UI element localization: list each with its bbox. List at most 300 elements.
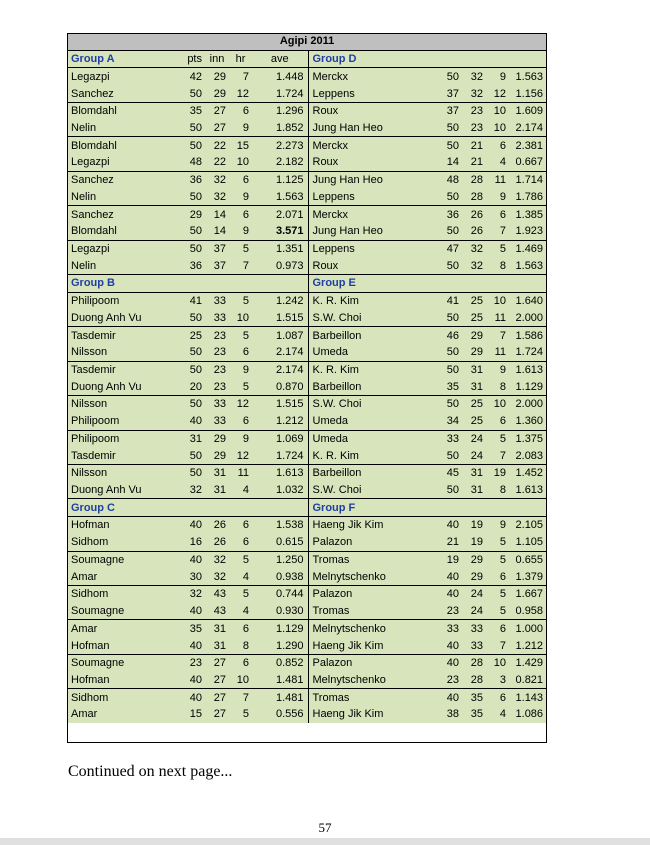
- pts-cell: 40: [434, 517, 462, 534]
- player-name: Hofman: [67, 517, 177, 534]
- pts-cell: 50: [434, 447, 462, 464]
- table-row: [67, 447, 547, 464]
- inn-cell: 33: [205, 413, 229, 430]
- pts-cell: 50: [177, 310, 205, 327]
- empty-cell: [486, 275, 509, 293]
- pts-cell: 50: [177, 344, 205, 361]
- pts-cell: 40: [177, 603, 205, 620]
- player-name: Barbeillon: [308, 464, 434, 481]
- hr-cell: 5: [229, 706, 252, 723]
- table-row: [67, 171, 547, 188]
- hr-cell: 11: [486, 344, 509, 361]
- ave-cell: 2.105: [509, 517, 547, 534]
- continued-note: Continued on next page...: [68, 763, 233, 780]
- ave-cell: 1.609: [509, 102, 547, 119]
- ave-cell: 1.563: [509, 68, 547, 85]
- hr-cell: 5: [229, 292, 252, 309]
- hr-cell: 6: [229, 344, 252, 361]
- inn-cell: 29: [462, 568, 486, 585]
- ave-cell: 2.381: [509, 137, 547, 154]
- inn-cell: 31: [205, 482, 229, 499]
- player-name: Leppens: [308, 85, 434, 102]
- pts-cell: 50: [434, 361, 462, 378]
- table-row: [67, 120, 547, 137]
- ave-cell: 2.174: [252, 361, 308, 378]
- ave-cell: 1.379: [509, 568, 547, 585]
- group-name-left: Group A: [67, 50, 177, 68]
- player-name: Melnytschenko: [308, 620, 434, 637]
- player-name: Haeng Jik Kim: [308, 517, 434, 534]
- table-row: [67, 603, 547, 620]
- pts-cell: 40: [434, 586, 462, 603]
- hr-cell: 5: [229, 551, 252, 568]
- col-header-ave: ave: [252, 50, 308, 68]
- hr-cell: 5: [486, 551, 509, 568]
- inn-cell: 32: [205, 568, 229, 585]
- table-row: [67, 430, 547, 447]
- pts-cell: 50: [434, 223, 462, 240]
- player-name: Roux: [308, 102, 434, 119]
- ave-cell: 1.481: [252, 672, 308, 689]
- hr-cell: 8: [486, 257, 509, 274]
- player-name: Duong Anh Vu: [67, 378, 177, 395]
- inn-cell: 28: [462, 654, 486, 671]
- hr-cell: 10: [229, 672, 252, 689]
- ave-cell: 0.667: [509, 154, 547, 171]
- player-name: Melnytschenko: [308, 672, 434, 689]
- ave-cell: 1.724: [252, 85, 308, 102]
- ave-cell: 1.385: [509, 206, 547, 223]
- pts-cell: 40: [177, 689, 205, 706]
- table-row: [67, 482, 547, 499]
- inn-cell: 31: [462, 378, 486, 395]
- hr-cell: 7: [229, 257, 252, 274]
- hr-cell: 8: [486, 482, 509, 499]
- ave-cell: 1.640: [509, 292, 547, 309]
- inn-cell: 33: [205, 310, 229, 327]
- player-name: Tromas: [308, 551, 434, 568]
- player-name: Hofman: [67, 672, 177, 689]
- inn-cell: 23: [205, 327, 229, 344]
- player-name: Barbeillon: [308, 378, 434, 395]
- ave-cell: 2.182: [252, 154, 308, 171]
- pts-cell: 50: [177, 240, 205, 257]
- ave-cell: 1.515: [252, 396, 308, 413]
- hr-cell: 7: [486, 223, 509, 240]
- hr-cell: 4: [486, 154, 509, 171]
- ave-cell: 0.821: [509, 672, 547, 689]
- pts-cell: 50: [434, 257, 462, 274]
- group-name-right: Group D: [308, 50, 434, 68]
- group-header-row: [67, 50, 547, 68]
- table-row: [67, 327, 547, 344]
- ave-cell: 0.958: [509, 603, 547, 620]
- inn-cell: 29: [205, 430, 229, 447]
- table-row: [67, 223, 547, 240]
- ave-cell: 1.538: [252, 517, 308, 534]
- table-row: [67, 292, 547, 309]
- inn-cell: 21: [462, 154, 486, 171]
- hr-cell: 5: [486, 534, 509, 551]
- pts-cell: 35: [434, 378, 462, 395]
- inn-cell: 32: [205, 171, 229, 188]
- pts-cell: 21: [434, 534, 462, 551]
- pts-cell: 35: [177, 102, 205, 119]
- inn-cell: 28: [462, 188, 486, 205]
- player-name: Umeda: [308, 344, 434, 361]
- inn-cell: 32: [205, 551, 229, 568]
- table-row: [67, 102, 547, 119]
- ave-cell: 1.290: [252, 637, 308, 654]
- table-row: [67, 344, 547, 361]
- ave-cell: 1.129: [509, 378, 547, 395]
- inn-cell: 37: [205, 257, 229, 274]
- inn-cell: 27: [205, 672, 229, 689]
- pts-cell: 14: [434, 154, 462, 171]
- ave-cell: 2.174: [509, 120, 547, 137]
- inn-cell: 43: [205, 586, 229, 603]
- player-name: Tromas: [308, 689, 434, 706]
- empty-cell: [509, 275, 547, 293]
- ave-cell: 1.351: [252, 240, 308, 257]
- pts-cell: 31: [177, 430, 205, 447]
- pts-cell: 40: [177, 637, 205, 654]
- player-name: Palazon: [308, 534, 434, 551]
- table-row: [67, 68, 547, 85]
- pts-cell: 41: [434, 292, 462, 309]
- inn-cell: 23: [205, 361, 229, 378]
- player-name: Sidhom: [67, 586, 177, 603]
- player-name: Leppens: [308, 240, 434, 257]
- inn-cell: 23: [205, 344, 229, 361]
- inn-cell: 24: [462, 447, 486, 464]
- ave-cell: 0.938: [252, 568, 308, 585]
- inn-cell: 26: [462, 223, 486, 240]
- ave-cell: 1.429: [509, 654, 547, 671]
- ave-cell: 1.296: [252, 102, 308, 119]
- inn-cell: 26: [205, 517, 229, 534]
- pts-cell: 23: [434, 603, 462, 620]
- pts-cell: 36: [434, 206, 462, 223]
- ave-cell: 1.242: [252, 292, 308, 309]
- table-row: [67, 568, 547, 585]
- hr-cell: 10: [486, 292, 509, 309]
- pts-cell: 40: [434, 654, 462, 671]
- player-name: K. R. Kim: [308, 361, 434, 378]
- table-row: [67, 378, 547, 395]
- group-header-row: [67, 499, 547, 517]
- inn-cell: 14: [205, 223, 229, 240]
- player-name: S.W. Choi: [308, 310, 434, 327]
- inn-cell: 32: [462, 68, 486, 85]
- player-name: Melnytschenko: [308, 568, 434, 585]
- hr-cell: 15: [229, 137, 252, 154]
- empty-cell: [177, 499, 205, 517]
- table-row: [67, 517, 547, 534]
- empty-cell: [462, 275, 486, 293]
- col-header-hr: hr: [229, 50, 252, 68]
- player-name: Sanchez: [67, 85, 177, 102]
- pts-cell: 40: [434, 568, 462, 585]
- inn-cell: 32: [462, 85, 486, 102]
- hr-cell: 6: [486, 620, 509, 637]
- hr-cell: 12: [229, 396, 252, 413]
- hr-cell: 12: [229, 85, 252, 102]
- ave-cell: 1.086: [509, 706, 547, 723]
- inn-cell: 31: [205, 637, 229, 654]
- inn-cell: 35: [462, 689, 486, 706]
- player-name: Palazon: [308, 654, 434, 671]
- ave-cell: 1.724: [252, 447, 308, 464]
- hr-cell: 9: [486, 188, 509, 205]
- pts-cell: 46: [434, 327, 462, 344]
- hr-cell: 10: [486, 102, 509, 119]
- player-name: Merckx: [308, 137, 434, 154]
- hr-cell: 9: [486, 68, 509, 85]
- pts-cell: 48: [434, 171, 462, 188]
- pts-cell: 50: [177, 137, 205, 154]
- player-name: Legazpi: [67, 68, 177, 85]
- ave-cell: 0.556: [252, 706, 308, 723]
- player-name: Roux: [308, 257, 434, 274]
- hr-cell: 9: [229, 223, 252, 240]
- ave-cell: 1.667: [509, 586, 547, 603]
- pts-cell: 50: [434, 188, 462, 205]
- pts-cell: 23: [177, 654, 205, 671]
- hr-cell: 6: [229, 620, 252, 637]
- inn-cell: 24: [462, 586, 486, 603]
- pts-cell: 50: [177, 85, 205, 102]
- player-name: Sidhom: [67, 689, 177, 706]
- ave-cell: 2.174: [252, 344, 308, 361]
- hr-cell: 7: [486, 327, 509, 344]
- inn-cell: 24: [462, 430, 486, 447]
- pts-cell: 50: [434, 137, 462, 154]
- pts-cell: 50: [177, 361, 205, 378]
- player-name: Leppens: [308, 188, 434, 205]
- inn-cell: 33: [205, 292, 229, 309]
- player-name: Sidhom: [67, 534, 177, 551]
- player-name: S.W. Choi: [308, 482, 434, 499]
- player-name: Tasdemir: [67, 361, 177, 378]
- ave-cell: 2.000: [509, 396, 547, 413]
- inn-cell: 25: [462, 292, 486, 309]
- pts-cell: 33: [434, 430, 462, 447]
- inn-cell: 23: [205, 378, 229, 395]
- inn-cell: 27: [205, 706, 229, 723]
- hr-cell: 11: [486, 310, 509, 327]
- ave-cell: 1.125: [252, 171, 308, 188]
- pts-cell: 50: [434, 482, 462, 499]
- hr-cell: 5: [229, 586, 252, 603]
- player-name: Philipoom: [67, 292, 177, 309]
- table-row: [67, 654, 547, 671]
- player-name: Duong Anh Vu: [67, 482, 177, 499]
- pts-cell: 29: [177, 206, 205, 223]
- inn-cell: 33: [462, 620, 486, 637]
- ave-cell: 1.852: [252, 120, 308, 137]
- ave-cell: 1.375: [509, 430, 547, 447]
- hr-cell: 7: [229, 68, 252, 85]
- table-row: [67, 689, 547, 706]
- hr-cell: 9: [229, 361, 252, 378]
- pts-cell: 50: [434, 68, 462, 85]
- inn-cell: 32: [205, 188, 229, 205]
- inn-cell: 43: [205, 603, 229, 620]
- inn-cell: 23: [462, 120, 486, 137]
- hr-cell: 9: [229, 188, 252, 205]
- table-row: [67, 188, 547, 205]
- pts-cell: 36: [177, 171, 205, 188]
- player-name: Sanchez: [67, 206, 177, 223]
- player-name: Hofman: [67, 637, 177, 654]
- hr-cell: 4: [229, 603, 252, 620]
- empty-cell: [252, 275, 308, 293]
- pts-cell: 40: [177, 672, 205, 689]
- inn-cell: 26: [205, 534, 229, 551]
- ave-cell: 1.786: [509, 188, 547, 205]
- table-row: [67, 706, 547, 723]
- pts-cell: 40: [177, 551, 205, 568]
- ave-cell: 1.923: [509, 223, 547, 240]
- pts-cell: 40: [177, 517, 205, 534]
- hr-cell: 6: [229, 654, 252, 671]
- player-name: Amar: [67, 620, 177, 637]
- ave-cell: 1.448: [252, 68, 308, 85]
- ave-cell: 1.212: [252, 413, 308, 430]
- empty-cell: [462, 50, 486, 68]
- group-name-right: Group E: [308, 275, 434, 293]
- hr-cell: 19: [486, 464, 509, 481]
- hr-cell: 7: [486, 637, 509, 654]
- inn-cell: 37: [205, 240, 229, 257]
- ave-cell: 1.143: [509, 689, 547, 706]
- pts-cell: 20: [177, 378, 205, 395]
- inn-cell: 31: [462, 361, 486, 378]
- pts-cell: 40: [434, 637, 462, 654]
- player-name: K. R. Kim: [308, 292, 434, 309]
- table-row: [67, 637, 547, 654]
- pts-cell: 23: [434, 672, 462, 689]
- inn-cell: 29: [205, 85, 229, 102]
- pts-cell: 45: [434, 464, 462, 481]
- hr-cell: 6: [486, 413, 509, 430]
- ave-cell: 1.000: [509, 620, 547, 637]
- inn-cell: 32: [462, 240, 486, 257]
- hr-cell: 5: [486, 430, 509, 447]
- inn-cell: 29: [462, 551, 486, 568]
- ave-cell: 0.870: [252, 378, 308, 395]
- inn-cell: 21: [462, 137, 486, 154]
- inn-cell: 22: [205, 137, 229, 154]
- table-row: [67, 620, 547, 637]
- ave-cell: 0.930: [252, 603, 308, 620]
- player-name: Legazpi: [67, 154, 177, 171]
- empty-cell: [229, 499, 252, 517]
- table-row: [67, 137, 547, 154]
- player-name: Soumagne: [67, 603, 177, 620]
- hr-cell: 5: [229, 378, 252, 395]
- hr-cell: 4: [229, 568, 252, 585]
- inn-cell: 33: [205, 396, 229, 413]
- empty-cell: [205, 499, 229, 517]
- pts-cell: 50: [177, 447, 205, 464]
- ave-cell: 2.273: [252, 137, 308, 154]
- player-name: Merckx: [308, 68, 434, 85]
- player-name: Duong Anh Vu: [67, 310, 177, 327]
- inn-cell: 25: [462, 396, 486, 413]
- player-name: Legazpi: [67, 240, 177, 257]
- hr-cell: 5: [486, 603, 509, 620]
- hr-cell: 6: [229, 102, 252, 119]
- ave-cell: 1.212: [509, 637, 547, 654]
- inn-cell: 24: [462, 603, 486, 620]
- pts-cell: 50: [434, 344, 462, 361]
- bottom-bar: [0, 838, 650, 845]
- table-row: [67, 672, 547, 689]
- ave-cell: 2.083: [509, 447, 547, 464]
- pts-cell: 50: [177, 120, 205, 137]
- pts-cell: 50: [434, 396, 462, 413]
- inn-cell: 27: [205, 654, 229, 671]
- pts-cell: 50: [434, 310, 462, 327]
- hr-cell: 6: [486, 689, 509, 706]
- player-name: Tasdemir: [67, 447, 177, 464]
- table-row: [67, 551, 547, 568]
- empty-cell: [229, 275, 252, 293]
- empty-cell: [434, 50, 462, 68]
- ave-cell: 1.452: [509, 464, 547, 481]
- ave-cell: 1.360: [509, 413, 547, 430]
- inn-cell: 28: [462, 171, 486, 188]
- hr-cell: 6: [229, 206, 252, 223]
- hr-cell: 11: [229, 464, 252, 481]
- inn-cell: 27: [205, 120, 229, 137]
- inn-cell: 25: [462, 413, 486, 430]
- pts-cell: 40: [177, 413, 205, 430]
- ave-cell: 1.156: [509, 85, 547, 102]
- player-name: S.W. Choi: [308, 396, 434, 413]
- inn-cell: 22: [205, 154, 229, 171]
- col-header-inn: inn: [205, 50, 229, 68]
- group-header-row: [67, 275, 547, 293]
- player-name: Blomdahl: [67, 137, 177, 154]
- ave-cell: 0.852: [252, 654, 308, 671]
- ave-cell: 1.563: [252, 188, 308, 205]
- player-name: K. R. Kim: [308, 447, 434, 464]
- player-name: Nilsson: [67, 396, 177, 413]
- player-name: Jung Han Heo: [308, 120, 434, 137]
- player-name: Nilsson: [67, 344, 177, 361]
- inn-cell: 26: [462, 206, 486, 223]
- inn-cell: 27: [205, 102, 229, 119]
- player-name: Nilsson: [67, 464, 177, 481]
- player-name: Soumagne: [67, 551, 177, 568]
- ave-cell: 1.105: [509, 534, 547, 551]
- ave-cell: 1.613: [509, 361, 547, 378]
- player-name: Jung Han Heo: [308, 223, 434, 240]
- pts-cell: 37: [434, 85, 462, 102]
- pts-cell: 32: [177, 586, 205, 603]
- inn-cell: 31: [462, 482, 486, 499]
- ave-cell: 1.032: [252, 482, 308, 499]
- ave-cell: 1.069: [252, 430, 308, 447]
- col-header-pts: pts: [177, 50, 205, 68]
- ave-cell: 3.571: [252, 223, 308, 240]
- ave-cell: 1.481: [252, 689, 308, 706]
- ave-cell: 1.586: [509, 327, 547, 344]
- player-name: Roux: [308, 154, 434, 171]
